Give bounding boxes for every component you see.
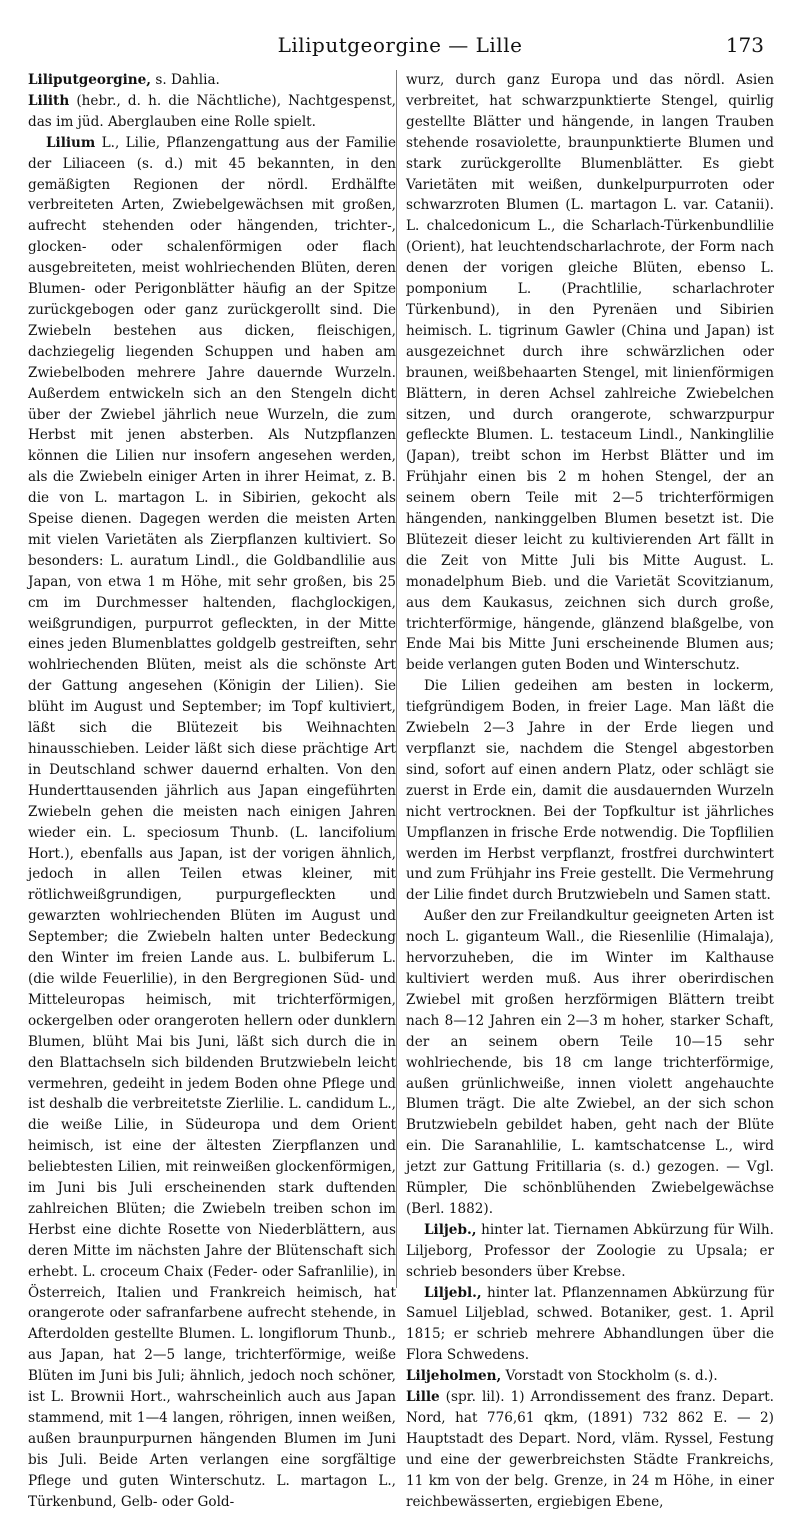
- entry: [406, 1366, 774, 1387]
- entry-continuation: [406, 70, 774, 676]
- headword: Liljeb.,: [424, 1221, 477, 1238]
- page-number: 173: [725, 33, 764, 57]
- entry-text: (spr. lil). 1) Arrondissement des franz. Depart. Nord, hat 776,61 qkm, (1891) 732 862 E. — 2) Hauptstadt des Depart. Nord, vläm. Ryssel, Festung und eine der gewerbreichsten Städte Frankreichs, 11 km von der belg. Grenze, in 24 m Höhe, in einer reichbewässerten, ergiebigen Ebene,: [406, 1389, 774, 1510]
- entry: [406, 1220, 774, 1283]
- entry-text: hinter lat. Pflanzennamen Abkürzung für Samuel Liljeblad, schwed. Botaniker, gest. 1. April 1815; er schrieb mehrere Abhandlungen über die Flora Schwedens.: [406, 1284, 774, 1364]
- entry-text: Außer den zur Freilandkultur geeigneten Arten ist noch L. giganteum Wall., die Riesenlilie (Himalaja), hervorzuheben, die im Winter im Kalthause kultiviert werden muß. Aus ihrer oberirdischen Zwiebel mit großen herzförmigen Blättern treibt nach 8—12 Jahren ein 2—3 m hoher, starker Schaft, der an seinem obern Teile 10—15 sehr wohlriechende, bis 18 cm lange trichterförmige, außen grünlichweiße, innen violett angehauchte Blumen trägt. Die alte Zwiebel, an der sich schon Brutzwiebeln gebildet haben, geht nach der Blüte ein. Die Saranahlilie, L. kamtschatcense L., wird jetzt zur Gattung Fritillaria (s. d.) gezogen. — Vgl. Rümpler, Die schönblühenden Zwiebelgewächse (Berl. 1882).: [406, 908, 774, 1217]
- entry-text: hinter lat. Tiernamen Abkürzung für Wilh. Liljeborg, Professor der Zoologie zu Upsala; er schrieb besonders über Krebse.: [406, 1221, 774, 1280]
- entry-text: L., Lilie, Pflanzengattung aus der Familie der Liliaceen (s. d.) mit 45 bekannten, in den gemäßigten Regionen der nördl. Erdhälfte verbreiteten Arten, Zwiebelgewächsen mit großen, aufrecht stehenden oder hängenden, trichter-, glocken- oder schalenförmigen oder flach ausgebreiteten, meist wohlriechenden Blüten, deren Blumen- oder Perigonblätter häufig an der Spitze zurückgebogen oder ganz zurückgerollt sind. Die Zwiebeln bestehen aus dicken, fleischigen, dachziegelig liegenden Schuppen und haben am Zwiebelboden mehrere Jahre dauernde Wurzeln. Außerdem entwickeln sich an den Stengeln dicht über der Zwiebel jährlich neue Wurzeln, die zum Herbst mit jenen absterben. Als Nutzpflanzen können die Lilien nur insofern angesehen werden, als die Zwiebeln einiger Arten in ihrer Heimat, z. B. die von L. martagon L. in Sibirien, gekocht als Speise dienen. Dagegen werden die meisten Arten mit vielen Varietäten als Zierpflanzen kultiviert. So besonders: L. auratum Lindl., die Goldbandlilie aus Japan, von etwa 1 m Höhe, mit sehr großen, bis 25 cm im Durchmesser haltenden, flachglockigen, weißgrundigen, purpurrot gefleckten, in der Mitte eines jeden Blumenblattes goldgelb gestreiften, sehr wohlriechenden Blüten, meist als die schönste Art der Gattung angesehen (Königin der Lilien). Sie blüht im August und September; im Topf kultiviert, läßt sich die Blütezeit bis Weihnachten hinausschieben. Leider läßt sich diese prächtige Art in Deutschland schwer dauernd erhalten. Von den Hunderttausenden jährlich aus Japan eingeführten Zwiebeln gehen die meisten nach einigen Jahren wieder ein. L. speciosum Thunb. (L. lancifolium Hort.), ebenfalls aus Japan, ist der vorigen ähnlich, jedoch in allen Teilen etwas kleiner, mit rötlichweißgrundigen, purpurgefleckten und gewarzten wohlriechenden Blüten im August und September; die Zwiebeln halten unter Bedeckung den Winter im freien Lande aus. L. bulbiferum L. (die wilde Feuerlilie), in den Bergregionen Süd- und Mitteleuropas heimisch, mit trichterförmigen, ockergelben oder orangeroten hellern oder dunklern Blumen, blüht Mai bis Juni, läßt sich durch die in den Blattachseln sich bildenden Brutzwiebeln leicht vermehren, gedeiht in jedem Boden ohne Pflege und ist deshalb die verbreitetste Zierlilie. L. candidum L., die weiße Lilie, in Südeuropa und dem Orient heimisch, ist eine der ältesten Zierpflanzen und beliebtesten Lilien, mit reinweißen glockenförmigen, im Juni bis Juli erscheinenden stark duftenden zahlreichen Blüten; die Zwiebeln treiben schon im Herbst eine dichte Rosette von Niederblättern, aus deren Mitte im nächsten Jahre der Blütenschaft sich erhebt. L. croceum Chaix (Feder- oder Safranlilie), in Österreich, Italien und Frankreich heimisch, hat orangerote oder safranfarbene aufrecht stehende, in Afterdolden gestellte Blumen. L. longiflorum Thunb., aus Japan, hat 2—5 lange, trichterförmige, weiße Blüten im Juni bis Juli; ähnlich, jedoch noch schöner, ist L. Brownii Hort., wahrscheinlich auch aus Japan stammend, mit 1—4 langen, röhrigen, innen weißen, außen braunpurpurnen hängenden Blumen im Juni bis Juli. Beide Arten verlangen eine sorgfältige Pflege und guten Winterschutz. L. martagon L., Türkenbund, Gelb- oder Gold-: [28, 134, 397, 1510]
- headword: Liljeholmen,: [406, 1368, 502, 1385]
- entry: [28, 70, 396, 91]
- entry-text: Vorstadt von Stockholm (s. d.).: [501, 1368, 718, 1385]
- headword: Lilium: [46, 134, 96, 151]
- headword: Lille: [406, 1389, 440, 1406]
- headword: Liljebl.,: [424, 1284, 482, 1301]
- paragraph: [406, 676, 774, 906]
- column-divider: [396, 70, 397, 1288]
- headword: Lilith: [28, 92, 70, 109]
- paragraph: [406, 906, 774, 1220]
- entry: [406, 1283, 774, 1367]
- left-column: [28, 70, 396, 1513]
- running-title: Liliputgeorgine — Lille: [277, 33, 523, 57]
- page-header: [28, 28, 772, 62]
- entry-text: wurz, durch ganz Europa und das nördl. Asien verbreitet, hat schwarzpunktierte Stengel, quirlig gestellte Blätter und hängende, in langen Trauben stehende rosaviolette, braunpunktierte Blumen und stark zurückgerollte Blumenblätter. Es giebt Varietäten mit weißen, dunkelpurpurroten oder schwarzroten Blumen (L. martagon L. var. Catanii). L. chalcedonicum L., die Scharlach-Türkenbundlilie (Orient), hat leuchtendscharlachrote, der Form nach denen der vorigen gleiche Blüten, ebenso L. pomponium L. (Prachtlilie, scharlachroter Türkenbund), in den Pyrenäen und Sibirien heimisch. L. tigrinum Gawler (China und Japan) ist ausgezeichnet durch ihre schwärzlichen oder braunen, weißbehaarten Stengel, mit linienförmigen Blättern, in deren Achsel zahlreiche Zwiebelchen sitzen, und durch orangerote, schwarzpurpur gefleckte Blumen. L. testaceum Lindl., Nankinglilie (Japan), treibt schon im Herbst Blätter und im Frühjahr einen bis 2 m hohen Stengel, der an seinem obern Teile mit 2—5 trichterförmigen hängenden, nankinggelben Blumen besetzt ist. Die Blütezeit dieser leicht zu kultivierenden Art fällt in die Zeit von Mitte Juli bis Mitte August. L. monadelphum Bieb. und die Varietät Scovitzianum, aus dem Kaukasus, zeichnen sich durch große, trichterförmige, hängende, glänzend blaßgelbe, von Ende Mai bis Mitte Juni erscheinende Blumen aus; beide verlangen guten Boden und Winterschutz.: [406, 72, 774, 674]
- entry-text: (hebr., d. h. die Nächtliche), Nachtgespenst, das im jüd. Aberglauben eine Rolle spielt.: [28, 92, 396, 130]
- entry: [28, 91, 396, 133]
- right-column: [406, 70, 774, 1513]
- headword: Liliputgeorgine,: [28, 72, 152, 88]
- entry-text: Die Lilien gedeihen am besten in lockerm, tiefgründigem Boden, in freier Lage. Man läßt die Zwiebeln 2—3 Jahre in der Erde liegen und verpflanzt sie, nachdem die Stengel abgestorben sind, sofort auf einen andern Platz, oder schlägt sie zuerst in Erde ein, damit die ausdauernden Wurzeln nicht vertrocknen. Bei der Topfkultur ist jährliches Umpflanzen in frische Erde notwendig. Die Topflilien werden im Herbst verpflanzt, frostfrei durchwintert und zum Frühjahr ins Freie gestellt. Die Vermehrung der Lilie findet durch Brutzwiebeln und Samen statt.: [406, 678, 774, 904]
- entry-text: s. Dahlia.: [151, 72, 220, 88]
- entry: [406, 1387, 774, 1512]
- entry: [28, 133, 396, 1513]
